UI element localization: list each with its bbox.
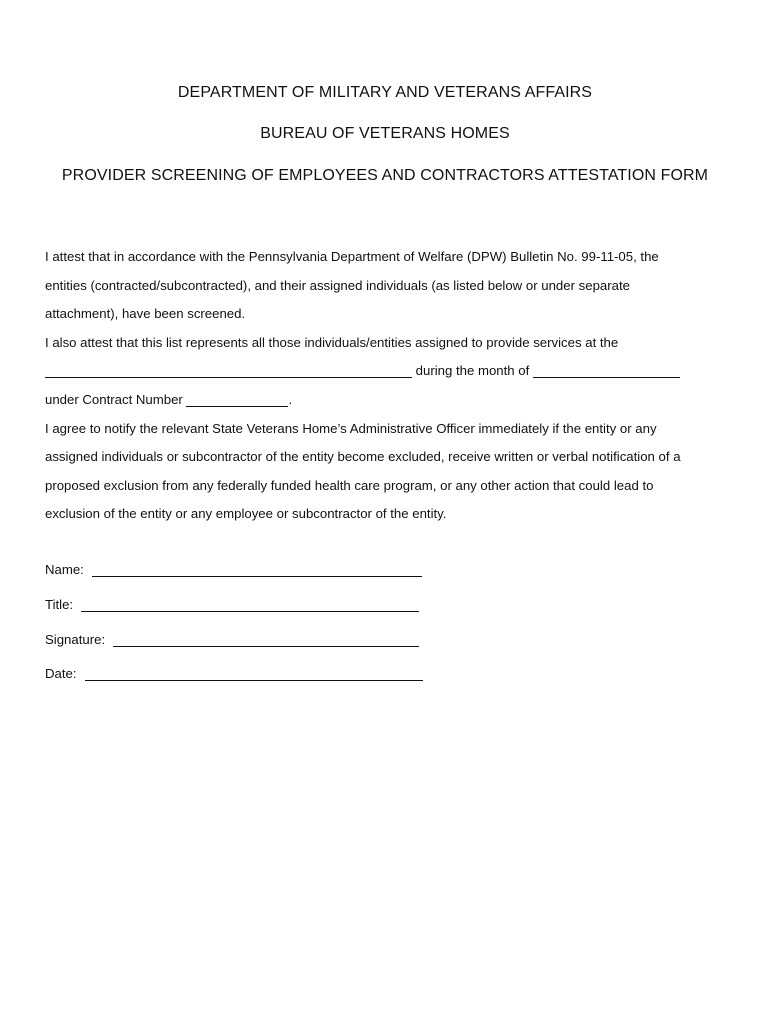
title-input-line[interactable] (81, 595, 419, 612)
date-input-line[interactable] (85, 664, 423, 681)
contract-number-blank[interactable] (186, 391, 288, 407)
paragraph-1-line-3: attachment), have been screened. (45, 306, 246, 322)
title-label: Title: (45, 597, 74, 612)
date-label: Date: (45, 666, 77, 681)
paragraph-3-line-1: I agree to notify the relevant State Veterans Home’s Administrative Officer immediately if the entity or any (45, 420, 657, 436)
name-label: Name: (45, 562, 84, 577)
contract-number-text: under Contract Number (45, 391, 187, 407)
paragraph-1-line-1: I attest that in accordance with the Pennsylvania Department of Welfare (DPW) Bulletin No. 99-11-05, the (45, 249, 659, 264)
bureau-heading: BUREAU OF VETERANS HOMES (260, 125, 510, 142)
paragraph-3-line-2: assigned individuals or subcontractor of the entity become excluded, receive written or verbal notification of a (45, 449, 681, 465)
title-field (45, 595, 419, 612)
date-field (45, 664, 423, 681)
form-title: PROVIDER SCREENING OF EMPLOYEES AND CONTRACTORS ATTESTATION FORM (61, 167, 709, 184)
paragraph-2-line-3 (45, 386, 735, 415)
signature-input-line[interactable] (113, 630, 419, 647)
during-month-text: during the month of (412, 363, 533, 379)
facility-blank[interactable] (45, 362, 412, 378)
paragraph-3-line-4: exclusion of the entity or any employee or subcontractor of the entity. (45, 506, 447, 522)
paragraph-1-line-2: entities (contracted/subcontracted), and their assigned individuals (as listed below or under separate (45, 277, 630, 293)
name-field (45, 560, 422, 577)
department-heading: DEPARTMENT OF MILITARY AND VETERANS AFFAIRS (177, 84, 593, 101)
attestation-body (45, 243, 735, 529)
period-text: . (288, 391, 293, 407)
month-blank[interactable] (533, 362, 680, 378)
signature-label: Signature: (45, 632, 106, 647)
paragraph-2-line-1: I also attest that this list represents all those individuals/entities assigned to provide services at the (45, 334, 619, 350)
paragraph-2-line-2 (45, 357, 735, 386)
signature-field (45, 630, 419, 647)
paragraph-3-line-3: proposed exclusion from any federally funded health care program, or any other action that could lead to (45, 477, 654, 493)
name-input-line[interactable] (92, 560, 422, 577)
